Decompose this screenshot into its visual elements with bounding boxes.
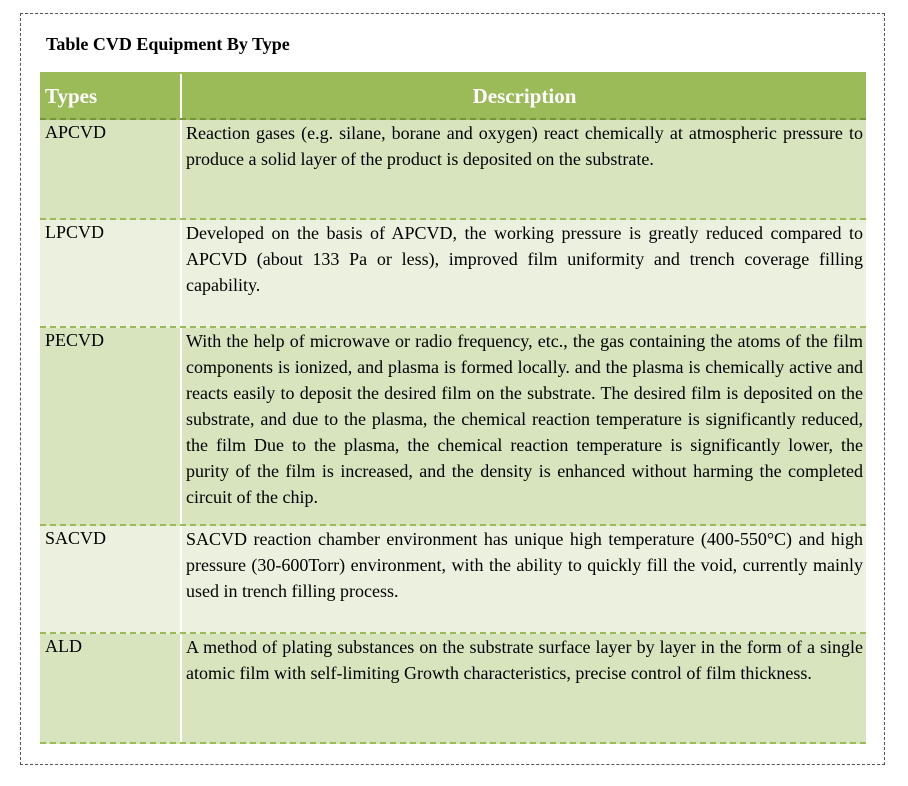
table-row (40, 526, 866, 634)
header-types: Types (40, 74, 182, 118)
table-header-row (40, 72, 866, 120)
table-row (40, 634, 866, 744)
row-description: Reaction gases (e.g. silane, borane and oxygen) react chemically at atmospheric pressure to produce a solid layer of the product is deposited on the substrate. (186, 123, 863, 169)
cvd-equipment-table (40, 72, 866, 744)
row-type: SACVD (40, 526, 182, 632)
table-row (40, 328, 866, 526)
row-type: LPCVD (40, 220, 182, 326)
table-row (40, 220, 866, 328)
row-type: PECVD (40, 328, 182, 524)
header-description: Description (472, 84, 577, 108)
row-description: With the help of microwave or radio frequency, etc., the gas containing the atoms of the film components is ionized, and plasma is formed locally. and the plasma is chemically active and reacts easily to deposit the desired film on the substrate. The desired film is deposited on the substrate, and due to the plasma, the chemical reaction temperature is significantly reduced, the film Due to the plasma, the chemical reaction temperature is significantly lower, the purity of the film is increased, and the density is enhanced without harming the completed circuit of the chip. (186, 331, 863, 507)
row-type: APCVD (40, 120, 182, 218)
table-row (40, 120, 866, 220)
table-caption: Table CVD Equipment By Type (46, 34, 290, 54)
row-description: A method of plating substances on the substrate surface layer by layer in the form of a single atomic film with self-limiting Growth characteristics, precise control of film thickness. (186, 637, 863, 683)
row-description: Developed on the basis of APCVD, the working pressure is greatly reduced compared to APCVD (about 133 Pa or less), improved film uniformity and trench coverage filling capability. (186, 223, 863, 295)
row-description: SACVD reaction chamber environment has unique high temperature (400-550°C) and high pressure (30-600Torr) environment, with the ability to quickly fill the void, currently mainly used in trench filling process. (186, 529, 863, 601)
row-type: ALD (40, 634, 182, 742)
